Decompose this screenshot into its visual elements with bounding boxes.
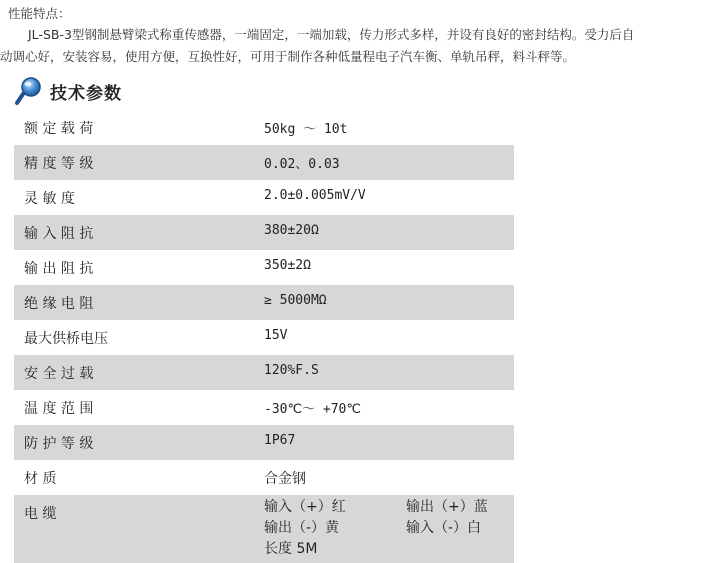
spec-value: 合金钢	[264, 471, 306, 487]
spec-label: 绝 缘 电 阻	[24, 296, 94, 312]
features-line-2: 动调心好，安装容易，使用方便，互换性好，可用于制作各种低量程电子汽车衡、单轨吊秤，料斗秤等。	[0, 49, 576, 64]
cable-input-minus: 输入（-）白	[406, 520, 482, 536]
spec-label: 输 入 阻 抗	[24, 226, 94, 242]
spec-value: 120%F.S	[264, 363, 319, 378]
spec-row	[14, 425, 514, 460]
spec-row	[14, 110, 514, 145]
spec-label: 安 全 过 载	[24, 366, 94, 382]
spec-value: 350±2Ω	[264, 258, 311, 273]
spec-table	[14, 110, 514, 563]
spec-label: 精 度 等 级	[24, 156, 94, 172]
spec-row	[14, 285, 514, 320]
spec-label: 灵 敏 度	[24, 191, 75, 207]
section-header	[14, 76, 122, 106]
spec-label: 输 出 阻 抗	[24, 261, 94, 277]
spec-label: 材 质	[24, 471, 57, 487]
spec-row	[14, 180, 514, 215]
spec-row	[14, 460, 514, 495]
spec-value: ≥ 5000MΩ	[264, 293, 327, 308]
spec-label: 电 缆	[24, 506, 57, 522]
spec-value: 15V	[264, 328, 288, 343]
spec-value: 1P67	[264, 433, 296, 448]
cable-output-plus: 输出（+）蓝	[406, 499, 488, 515]
section-title: 技术参数	[50, 83, 122, 104]
spec-row	[14, 390, 514, 425]
spec-value: 380±20Ω	[264, 223, 319, 238]
cable-length: 长度 5M	[264, 541, 318, 557]
spec-row	[14, 320, 514, 355]
spec-label: 防 护 等 级	[24, 436, 94, 452]
spec-value: 50kg ～ 10t	[264, 122, 348, 137]
spec-value: -30℃～ +70℃	[264, 402, 361, 417]
spec-value: 0.02、0.03	[264, 157, 340, 172]
spec-row	[14, 145, 514, 180]
spec-row	[14, 355, 514, 390]
magnifier-icon	[14, 76, 44, 106]
cable-row	[14, 495, 514, 563]
spec-value: 2.0±0.005mV/V	[264, 188, 366, 203]
features-description	[0, 24, 724, 68]
spec-label: 额 定 载 荷	[24, 121, 94, 137]
spec-row	[14, 250, 514, 285]
spec-label: 温 度 范 围	[24, 401, 94, 417]
features-heading: 性能特点：	[8, 6, 71, 21]
spec-label: 最大供桥电压	[24, 331, 108, 347]
spec-row	[14, 215, 514, 250]
cable-output-minus: 输出（-）黄	[264, 520, 340, 536]
cable-input-plus: 输入（+）红	[264, 499, 346, 515]
features-line-1: JL-SB-3型钢制悬臂梁式称重传感器，一端固定，一端加载，传力形式多样，并设有良好的密封结构。受力后自	[28, 27, 635, 42]
